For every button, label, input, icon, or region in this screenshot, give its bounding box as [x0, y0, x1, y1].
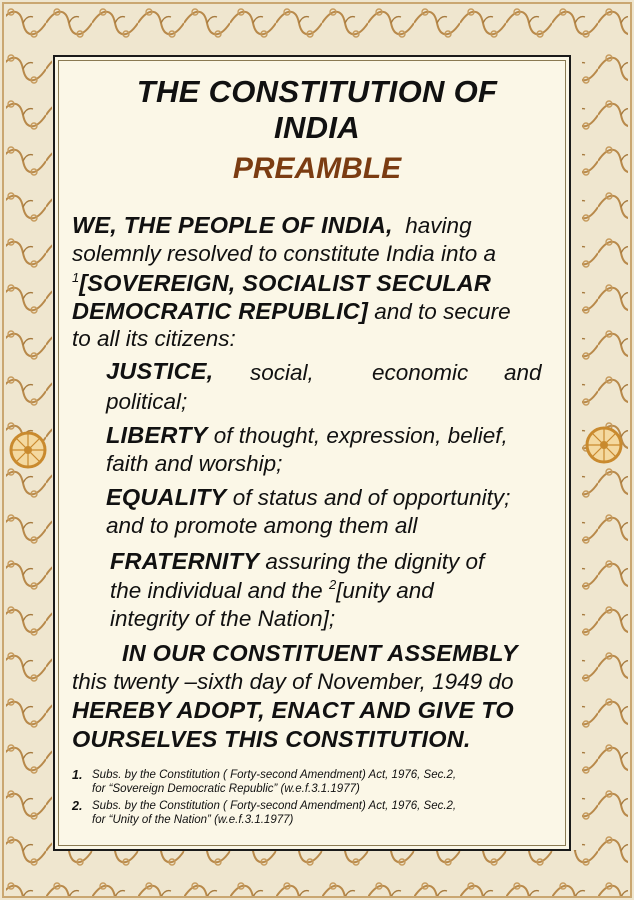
fraternity-text: assuring the dignity of [265, 549, 485, 574]
sovereign-text: [SOVEREIGN, SOCIALIST SECULAR [79, 270, 492, 296]
liberty-line-1 [106, 422, 508, 449]
equality-text: of status and of opportunity; [232, 485, 511, 510]
secure-text: and to secure [374, 299, 511, 324]
title-line-1: THE CONSTITUTION OF [136, 74, 498, 109]
closing-line-2: this twenty –sixth day of November, 1949 do [72, 669, 514, 694]
equality-heading: EQUALITY [106, 484, 227, 510]
justice-word-social: social, [250, 360, 314, 385]
footnote-2-number: 2. [72, 799, 83, 813]
preamble-line-5: to all its citizens: [72, 326, 236, 351]
fraternity-heading: FRATERNITY [110, 548, 260, 574]
equality-line-2: and to promote among them all [106, 513, 418, 538]
ashoka-chakra-icon [8, 430, 48, 470]
title-line-2: INDIA [274, 110, 360, 145]
fraternity-text-2b: [unity and [336, 578, 434, 603]
preamble-line-2: solemnly resolved to constitute India into a [72, 241, 496, 266]
ashoka-chakra-icon [584, 425, 624, 465]
having-text: having [405, 213, 472, 238]
liberty-line-2: faith and worship; [106, 451, 283, 476]
fraternity-line-3: integrity of the Nation]; [110, 606, 336, 631]
subtitle-preamble: PREAMBLE [232, 152, 402, 185]
closing-line-3 [72, 697, 514, 724]
equality-line-1 [106, 484, 510, 511]
preamble-line-1 [72, 212, 472, 239]
ourselves-text: OURSELVES THIS CONSTITUTION. [72, 726, 471, 752]
hereby-adopt-text: HEREBY ADOPT, ENACT AND GIVE TO [72, 697, 514, 723]
justice-word-and: and [504, 360, 542, 385]
fraternity-text-2a: the individual and the [110, 578, 323, 603]
footnote-1-number: 1. [72, 768, 83, 782]
preamble-line-3 [72, 270, 491, 297]
footnote-ref-2: 2 [328, 577, 337, 592]
democratic-republic-text: DEMOCRATIC REPUBLIC] [72, 298, 368, 324]
closing-line-1 [122, 640, 518, 667]
closing-line-4 [72, 726, 471, 753]
justice-word-economic: economic [372, 360, 469, 385]
justice-heading: JUSTICE, [106, 358, 214, 384]
we-the-people: WE, THE PEOPLE OF INDIA, [72, 212, 393, 238]
footnote-2-line-2: for “Unity of the Nation” (w.e.f.3.1.1977) [92, 814, 294, 826]
footnote-1-line-2: for “Sovereign Democratic Republic” (w.e.f.3.1.1977) [92, 783, 360, 795]
liberty-heading: LIBERTY [106, 422, 208, 448]
footnote-2-line-1: Subs. by the Constitution ( Forty-second Amendment) Act, 1976, Sec.2, [92, 800, 457, 812]
footnote-1-line-1: Subs. by the Constitution ( Forty-second Amendment) Act, 1976, Sec.2, [92, 769, 457, 781]
constituent-assembly-text: IN OUR CONSTITUENT ASSEMBLY [122, 640, 518, 666]
justice-line-2: political; [106, 389, 188, 414]
liberty-text: of thought, expression, belief, [213, 423, 508, 448]
fraternity-line-2 [110, 577, 434, 604]
fraternity-line-1 [110, 548, 484, 575]
footnote-ref-1: 1 [72, 270, 80, 285]
preamble-line-4 [72, 298, 511, 325]
justice-line-1 [106, 358, 213, 385]
